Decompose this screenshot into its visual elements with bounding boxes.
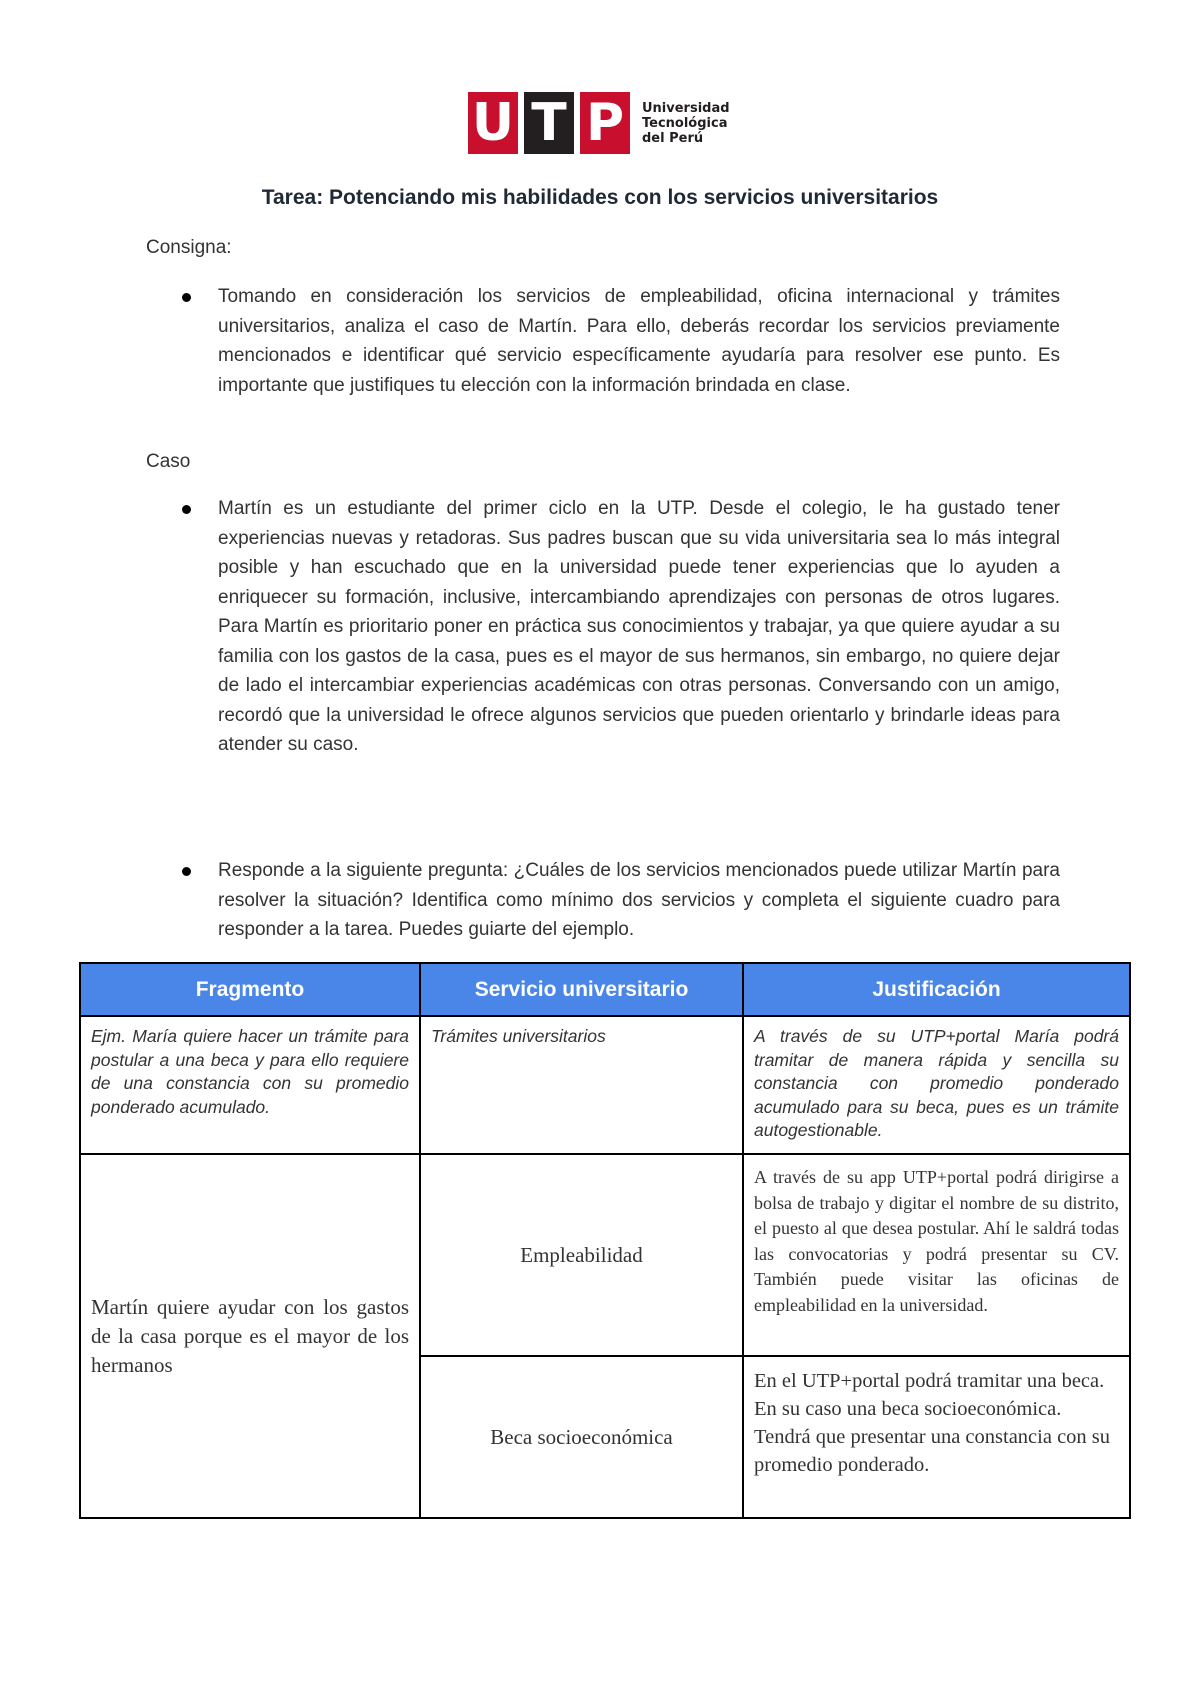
page-title: Tarea: Potenciando mis habilidades con los servicios universitarios xyxy=(261,186,939,209)
utp-logo-mark xyxy=(468,92,630,154)
table-header-row xyxy=(80,963,1130,1016)
justificacion-empleabilidad: A través de su app UTP+portal podrá dirigirse a bolsa de trabajo y digitar el nombre de su distrito, el puesto al que desea postular. Ahí le saldrá todas las convocatorias y podrá presentar su CV. También puede visitar las oficinas de empleabilidad en la universidad. xyxy=(743,1154,1130,1356)
example-servicio: Trámites universitarios xyxy=(420,1016,743,1154)
pregunta-bullet: Responde a la siguiente pregunta: ¿Cuáles de los servicios mencionados puede utilizar Martín para resolver la situación? Identifica como mínimo dos servicios y completa el siguiente cuadro para responder a la tarea. Puedes guiarte del ejemplo. xyxy=(218,856,1060,945)
caso-label: Caso xyxy=(146,451,191,472)
logo-letter-p: P xyxy=(585,93,625,153)
logo-letter-t: T xyxy=(524,92,574,154)
logo-line-2: Tecnológica xyxy=(642,115,728,131)
example-justificacion: A través de su UTP+portal María podrá tramitar de manera rápida y sencilla su constancia con promedio ponderado acumulado para su beca, pues es un trámite autogestionable. xyxy=(743,1016,1130,1154)
logo-wordmark xyxy=(642,101,730,146)
consigna-bullet: Tomando en consideración los servicios de empleabilidad, oficina internacional y trámites universitarios, analiza el caso de Martín. Para ello, deberás recordar los servicios previamente mencionados e identificar qué servicio específicamente ayudaría para resolver ese punto. Es importante que justifiques tu elección con la información brindada en clase. xyxy=(218,282,1060,400)
utp-logo xyxy=(468,92,730,154)
servicio-empleabilidad: Empleabilidad xyxy=(420,1154,743,1356)
example-fragmento: Ejm. María quiere hacer un trámite para postular a una beca y para ello requiere de una constancia con su promedio ponderado acumulado. xyxy=(80,1016,420,1154)
caso-bullet: Martín es un estudiante del primer ciclo en la UTP. Desde el colegio, le ha gustado tener experiencias nuevas y retadoras. Sus padres buscan que su vida universitaria sea lo más integral posible y han escuchado que en la universidad puede tener experiencias que lo ayuden a enriquecer su formación, inclusive, intercambiando aprendizajes con personas de otros lugares. Para Martín es prioritario poner en práctica sus conocimientos y trabajar, ya que quiere ayudar a su familia con los gastos de la casa, pues es el mayor de sus hermanos, sin embargo, no quiere dejar de lado el intercambiar experiencias académicas con otras personas. Conversando con un amigo, recordó que la universidad le ofrece algunos servicios que pueden orientarlo y brindarle ideas para atender su caso. xyxy=(218,494,1060,760)
answer-fragmento: Martín quiere ayudar con los gastos de la casa porque es el mayor de los hermanos xyxy=(80,1154,420,1518)
consigna-label: Consigna: xyxy=(146,237,232,258)
table-row-example xyxy=(80,1016,1130,1154)
table-row-empleabilidad xyxy=(80,1154,1130,1356)
logo-line-1: Universidad xyxy=(642,100,730,116)
header-servicio: Servicio universitario xyxy=(420,963,743,1016)
logo-line-3: del Perú xyxy=(642,130,704,146)
header-fragmento: Fragmento xyxy=(80,963,420,1016)
justificacion-beca: En el UTP+portal podrá tramitar una beca. En su caso una beca socioeconómica. Tendrá que presentar una constancia con su promedio ponderado. xyxy=(743,1356,1130,1518)
answer-table xyxy=(79,962,1131,1519)
logo-letter-u: U xyxy=(471,93,515,153)
header-justificacion: Justificación xyxy=(743,963,1130,1016)
servicio-beca: Beca socioeconómica xyxy=(420,1356,743,1518)
